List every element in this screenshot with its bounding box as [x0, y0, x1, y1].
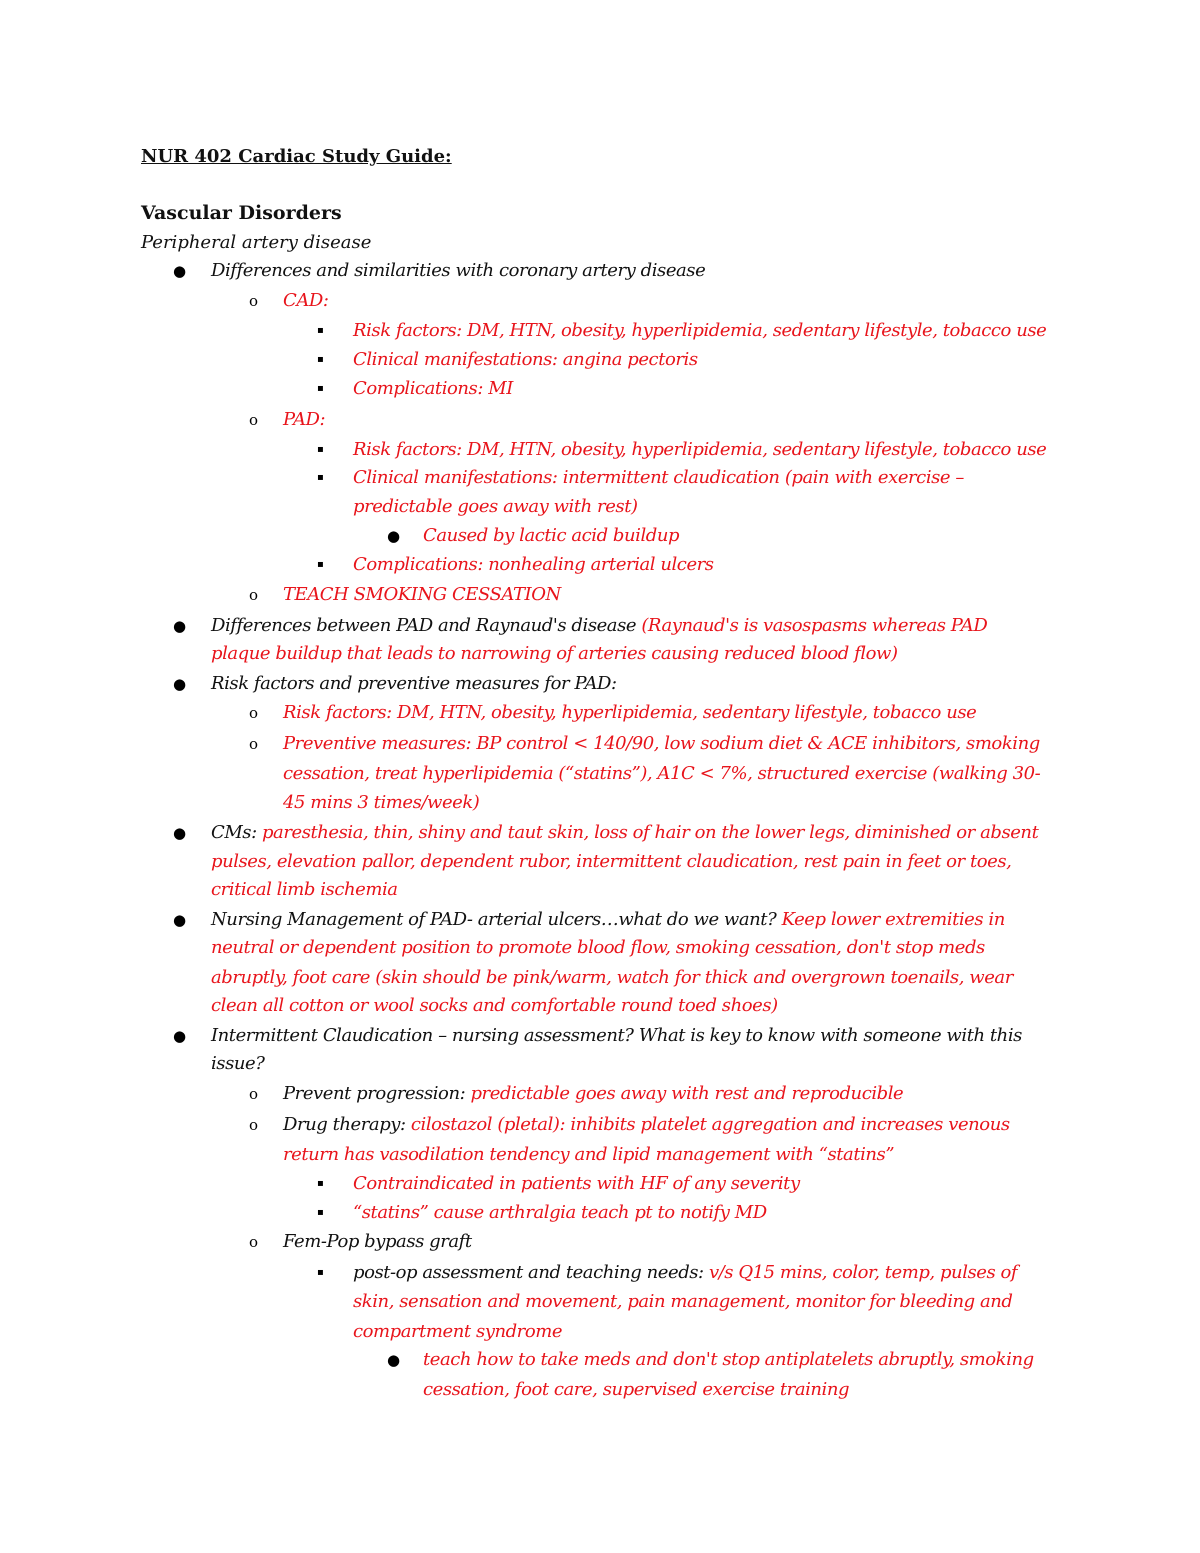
list-item: Contraindicated in patients with HF of any severity — [353, 1173, 800, 1194]
list-item: Differences and similarities with coronary artery disease — [211, 260, 706, 281]
list-item — [283, 1113, 1010, 1137]
bullet-circle-icon: o — [249, 1233, 259, 1251]
list-item-continuation: cessation, treat hyperlipidemia (“statins”), A1C < 7%, structured exercise (walking 30- — [283, 763, 1041, 784]
bullet-square-icon: ▪ — [317, 1178, 324, 1189]
list-item: “statins” cause arthralgia teach pt to notify MD — [353, 1202, 767, 1223]
answer-text: paresthesia, thin, shiny and taut skin, loss of hair on the lower legs, diminished or absent — [261, 822, 1039, 843]
list-item-continuation: skin, sensation and movement, pain management, monitor for bleeding and — [353, 1291, 1013, 1312]
list-item-continuation: return has vasodilation tendency and lipid management with “statins” — [283, 1144, 895, 1165]
bullet-square-icon: ▪ — [317, 383, 324, 394]
bullet-circle-icon: o — [249, 411, 259, 429]
list-item: Complications: MI — [353, 378, 513, 399]
list-item: Caused by lactic acid buildup — [423, 525, 680, 546]
question-text: Differences between PAD and Raynaud's disease — [211, 615, 642, 636]
bullet-circle-icon: o — [249, 292, 259, 310]
bullet-circle-icon: o — [249, 704, 259, 722]
list-item: Risk factors: DM, HTN, obesity, hyperlipidemia, sedentary lifestyle, tobacco use — [353, 439, 1047, 460]
bullet-disc-icon: ● — [173, 824, 187, 842]
bullet-circle-icon: o — [249, 1085, 259, 1103]
list-item-continuation: plaque buildup that leads to narrowing of arteries causing reduced blood flow) — [211, 643, 898, 664]
bullet-disc-icon: ● — [387, 527, 401, 545]
list-item — [283, 1082, 903, 1106]
answer-text: predictable goes away with rest and reproducible — [470, 1083, 904, 1104]
answer-text: cilostazol (pletal): inhibits platelet aggregation and increases venous — [410, 1114, 1010, 1135]
list-item-continuation: abruptly, foot care (skin should be pink/warm, watch for thick and overgrown toenails, wear — [211, 967, 1013, 988]
list-item — [211, 908, 1005, 932]
list-item: Complications: nonhealing arterial ulcers — [353, 554, 714, 575]
bullet-disc-icon: ● — [387, 1351, 401, 1369]
list-item — [211, 614, 987, 638]
list-item-continuation: issue? — [211, 1053, 265, 1074]
list-item-continuation: pulses, elevation pallor, dependent rubor, intermittent claudication, rest pain in feet or toes, — [211, 851, 1012, 872]
question-text: Prevent progression: — [283, 1083, 471, 1104]
list-item-continuation: critical limb ischemia — [211, 879, 398, 900]
question-text: Nursing Management of PAD- arterial ulcers…what do we want? — [211, 909, 782, 930]
answer-text: (Raynaud's is vasospasms whereas PAD — [641, 615, 988, 636]
list-item-continuation: neutral or dependent position to promote blood flow, smoking cessation, don't stop meds — [211, 937, 985, 958]
list-item: CAD: — [283, 290, 329, 311]
list-item-continuation: 45 mins 3 times/week) — [283, 792, 480, 813]
bullet-disc-icon: ● — [173, 911, 187, 929]
list-item — [211, 821, 1038, 845]
bullet-square-icon: ▪ — [317, 1267, 324, 1278]
bullet-square-icon: ▪ — [317, 1207, 324, 1218]
bullet-disc-icon: ● — [173, 1027, 187, 1045]
question-text: Drug therapy: — [283, 1114, 411, 1135]
bullet-circle-icon: o — [249, 586, 259, 604]
bullet-square-icon: ▪ — [317, 354, 324, 365]
answer-text: v/s Q15 mins, color, temp, pulses of — [708, 1262, 1018, 1283]
bullet-square-icon: ▪ — [317, 472, 324, 483]
list-item: Risk factors and preventive measures for PAD: — [211, 673, 617, 694]
list-item: Preventive measures: BP control < 140/90, low sodium diet & ACE inhibitors, smoking — [283, 733, 1040, 754]
answer-text: Keep lower extremities in — [781, 909, 1005, 930]
list-item: Clinical manifestations: angina pectoris — [353, 349, 698, 370]
bullet-circle-icon: o — [249, 735, 259, 753]
bullet-disc-icon: ● — [173, 262, 187, 280]
list-item: Risk factors: DM, HTN, obesity, hyperlipidemia, sedentary lifestyle, tobacco use — [283, 702, 977, 723]
list-item: teach how to take meds and don't stop antiplatelets abruptly, smoking — [423, 1349, 1034, 1370]
bullet-disc-icon: ● — [173, 675, 187, 693]
question-text: CMs: — [211, 822, 262, 843]
list-item: TEACH SMOKING CESSATION — [283, 584, 561, 605]
bullet-disc-icon: ● — [173, 617, 187, 635]
bullet-square-icon: ▪ — [317, 444, 324, 455]
list-item: Fem-Pop bypass graft — [283, 1231, 472, 1252]
question-text: post-op assessment and teaching needs: — [353, 1262, 709, 1283]
subsection-heading: Peripheral artery disease — [141, 232, 372, 253]
list-item: PAD: — [283, 409, 326, 430]
list-item-continuation: predictable goes away with rest) — [353, 496, 638, 517]
list-item: Clinical manifestations: intermittent claudication (pain with exercise – — [353, 467, 964, 488]
list-item — [353, 1261, 1017, 1285]
document-title: NUR 402 Cardiac Study Guide: — [141, 146, 452, 167]
list-item-continuation: clean all cotton or wool socks and comfortable round toed shoes) — [211, 995, 778, 1016]
bullet-square-icon: ▪ — [317, 559, 324, 570]
bullet-circle-icon: o — [249, 1116, 259, 1134]
list-item: Intermittent Claudication – nursing assessment? What is key to know with someone with this — [211, 1025, 1022, 1046]
list-item-continuation: cessation, foot care, supervised exercise training — [423, 1379, 850, 1400]
list-item: Risk factors: DM, HTN, obesity, hyperlipidemia, sedentary lifestyle, tobacco use — [353, 320, 1047, 341]
bullet-square-icon: ▪ — [317, 325, 324, 336]
list-item-continuation: compartment syndrome — [353, 1321, 563, 1342]
section-heading: Vascular Disorders — [141, 202, 342, 224]
